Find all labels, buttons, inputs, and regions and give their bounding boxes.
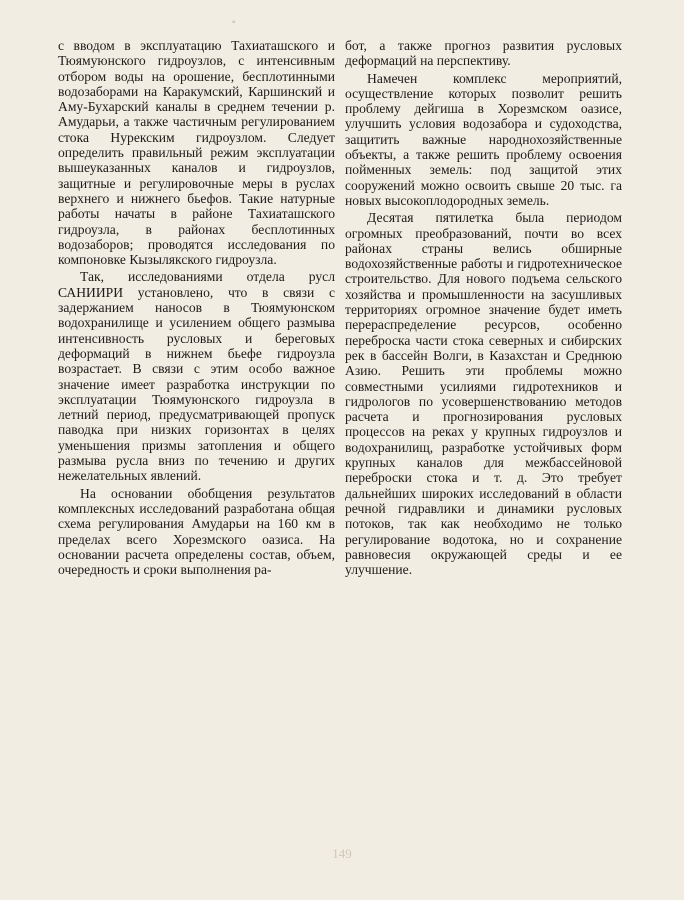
paragraph: На основании обобщения результатов комплексных исследований разработана общая схема регулирования Амударьи на 160 км в пределах всего Хорезмского оазиса. На основании расчета определены состав, объем, очередность и сроки выполнения ра-: [58, 485, 335, 578]
paragraph: Намечен комплекс мероприятий, осуществление которых позволит решить проблему дейгиша в Хорезмском оазисе, улучшить условия водозабора и судоходства, защитить важные народнохозяйственные объекты, а также решить проблему освоения пойменных земель: под защитой этих сооружений можно освоить свыше 20 тыс. га новых высокоплодородных земель.: [345, 70, 622, 208]
paragraph: Десятая пятилетка была периодом огромных преобразований, почти во всех районах страны велись обширные водохозяйственные работы и гидротехническое строительство. Для нового подъема сельского хозяйства и промышленности на засушливых территориях огромное значение будет иметь перераспределение ресурсов, особенно переброска части стока северных и сибирских рек в бассейн Волги, в Казахстан и Среднюю Азию. Решить эти проблемы можно совместными усилиями гидротехников и гидрологов по усовершенствованию методов расчета и прогнозирования русловых процессов на реках у крупных гидроузлов и водохранилищ, разработке устойчивых форм крупных каналов для межбассейновой переброски стока и т. д. Это требует дальнейших широких исследований в области речной гидравлики и динамики русловых потоков, так как необходимо не только регулирование водотока, но и сохранение равновесия окружающей среды и ее улучшение.: [345, 210, 622, 578]
paragraph: Так, исследованиями отдела русл САНИИРИ установлено, что в связи с задержанием наносов в Тюямуюнском водохранилище и усилением общего размыва интенсивность русловых и береговых деформаций в нижнем бьефе гидроузла возрастает. В связи с этим особо важное значение имеет разработка инструкции по эксплуатации Тюямуюнского гидроузла в летний период, предусматривающей пропуск паводка при низких горизонтах в целях уменьшения призмы затопления и общего размыва русла вниз по течению и других нежелательных явлений.: [58, 269, 335, 484]
page-number: 149: [332, 846, 352, 861]
paragraph: с вводом в эксплуатацию Тахиаташского и Тюямуюнского гидроузлов, с интенсивным отбором воды на орошение, бесплотинными водозаборами на Каракумский, Каршинский и Аму-Бухарский каналы в среднем течении р. Амударьи, а также частичным регулированием стока Нурекским гидроузлом. Следует определить правильный режим эксплуатации вышеуказанных каналов и гидроузлов, защитные и регулировочные меры в руслах верхнего и нижнего бьефов. Такие натурные работы начаты в районе Тахиаташского гидроузла, в районах бесплотинных водозаборов; проводятся исследования по компоновке Кызылякского гидроузла.: [58, 38, 335, 268]
right-column: [345, 38, 622, 577]
left-column: [58, 38, 335, 577]
paragraph: бот, а также прогноз развития русловых деформаций на перспективу.: [345, 38, 622, 69]
scan-mark: ◦: [232, 17, 236, 28]
